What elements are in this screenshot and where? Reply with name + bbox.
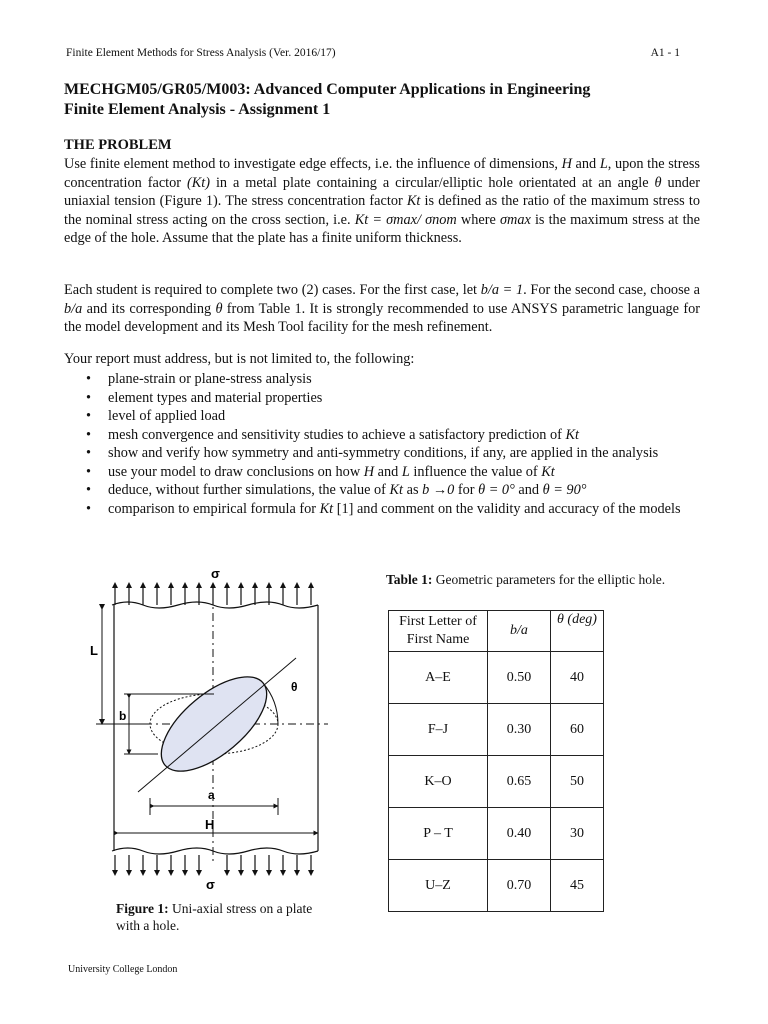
- requirements-list: [64, 370, 700, 518]
- inclination-axis: [138, 658, 296, 792]
- table-cell: 0.65: [488, 756, 551, 808]
- list-item: • level of applied load: [86, 408, 226, 424]
- list-item: • deduce, without further simulations, the value of Kt as b →0 for θ = 0° and θ = 90°: [86, 482, 587, 498]
- problem-paragraph: Use finite element method to investigate edge effects, i.e. the influence of dimensions, H and L, upon the stress concentration factor (Kt) in a metal plate containing a circular/elliptic hole orientated at an angle θ under uniaxial tension (Figure 1). The stress concentration factor Kt is defined as the ratio of the maximum stress to the nominal stress acting on the cross section, i.e. Kt = σmax/ σnom where σmax is the maximum stress at the edge of the hole. Assume that the plate has a finite uniform thickness.: [64, 156, 701, 246]
- table-row: [389, 860, 604, 912]
- sigma-top-label: σ: [211, 566, 220, 581]
- list-item: • comparison to empirical formula for Kt [1] and comment on the validity and accuracy of the models: [86, 500, 681, 517]
- table-cell: 50: [551, 756, 604, 808]
- cases-paragraph: Each student is required to complete two (2) cases. For the first case, let b/a = 1. For the second case, choose a b/a and its corresponding θ from Table 1. It is strongly recommended to use ANSYS parametric language for the model development and its Mesh Tool facility for the mesh refinement.: [64, 282, 701, 335]
- header-ratio: b/a: [488, 611, 551, 652]
- table-cell: 0.70: [488, 860, 551, 912]
- table-cell: U–Z: [389, 860, 488, 912]
- table-cell: 40: [551, 652, 604, 704]
- table-cell: 30: [551, 808, 604, 860]
- b-label: b: [119, 709, 127, 723]
- table-header-row: [389, 611, 604, 652]
- table-cell: 0.40: [488, 808, 551, 860]
- table-row: [389, 808, 604, 860]
- running-header: Finite Element Methods for Stress Analysis (Ver. 2016/17): [66, 47, 336, 59]
- a-label: a: [208, 788, 215, 802]
- H-label: H: [205, 817, 215, 832]
- list-item: • show and verify how symmetry and anti-symmetry conditions, if any, are applied in the analysis: [86, 445, 659, 461]
- page-number: A1 - 1: [650, 47, 680, 59]
- table-cell: 0.50: [488, 652, 551, 704]
- assignment-title: Finite Element Analysis - Assignment 1: [64, 101, 331, 118]
- table-cell: 60: [551, 704, 604, 756]
- bottom-load-arrows: [115, 855, 311, 873]
- header-angle: θ (deg): [551, 611, 604, 652]
- table-row: [389, 704, 604, 756]
- list-item: • plane-strain or plane-stress analysis: [86, 371, 312, 387]
- header-first-letter: First Letter of First Name: [389, 611, 488, 652]
- table-cell: K–O: [389, 756, 488, 808]
- table-row: [389, 756, 604, 808]
- table-cell: 0.30: [488, 704, 551, 756]
- figure-caption: Figure 1: Uni-axial stress on a plate with a hole.: [116, 901, 313, 933]
- list-item: • mesh convergence and sensitivity studies to achieve a satisfactory prediction of Kt: [86, 426, 580, 443]
- theta-label: θ: [291, 680, 298, 694]
- section-heading: THE PROBLEM: [64, 137, 172, 153]
- table-cell: F–J: [389, 704, 488, 756]
- table-cell: 45: [551, 860, 604, 912]
- course-title: MECHGM05/GR05/M003: Advanced Computer Applications in Engineering: [64, 81, 591, 98]
- plate-diagram: [88, 565, 360, 895]
- table-cell: A–E: [389, 652, 488, 704]
- table-row: [389, 652, 604, 704]
- table-cell: P – T: [389, 808, 488, 860]
- footer: University College London: [68, 964, 178, 975]
- sigma-bottom-label: σ: [206, 877, 215, 892]
- list-item: • element types and material properties: [86, 389, 323, 406]
- report-intro: Your report must address, but is not limited to, the following:: [64, 351, 415, 367]
- dimension-L: [96, 607, 148, 724]
- L-label: L: [90, 643, 98, 658]
- table-caption: Table 1: Geometric parameters for the elliptic hole.: [386, 572, 666, 587]
- geometry-table: [388, 610, 604, 912]
- list-item: • use your model to draw conclusions on how H and L influence the value of Kt: [86, 463, 555, 480]
